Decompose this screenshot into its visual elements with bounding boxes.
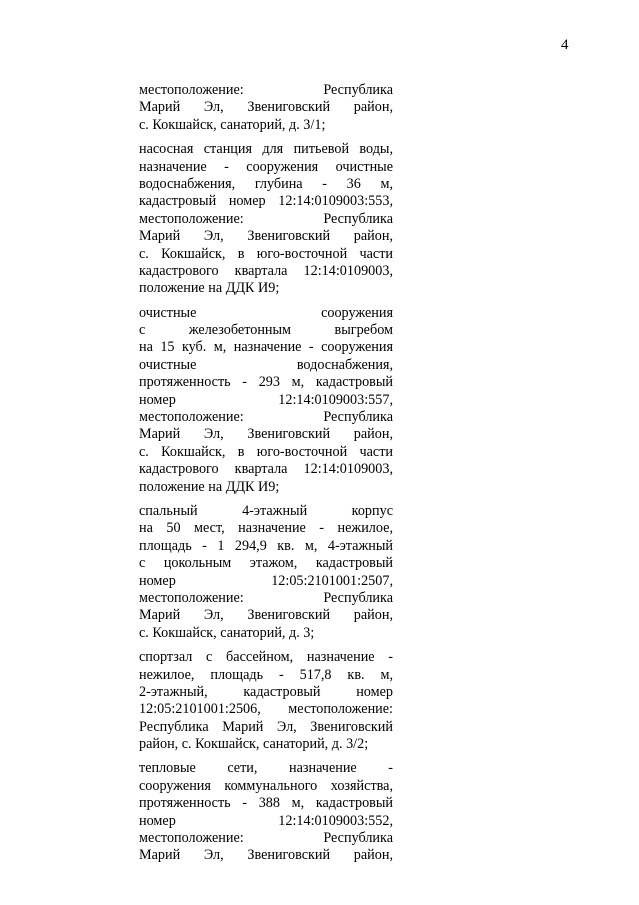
text-line: протяженность - 293 м, кадастровый [139,374,393,391]
text-line: с. Кокшайск, в юго-восточной части [139,245,393,262]
text-line: кадастрового квартала 12:14:0109003, [139,461,393,478]
entry-sanatorium-3-1 [139,82,393,134]
text-line: местоположение: Республика [139,210,393,227]
text-line: на 15 куб. м, назначение - сооружения [139,339,393,356]
text-line: с. Кокшайск, в юго-восточной части [139,443,393,460]
text-line: площадь - 1 294,9 кв. м, 4-этажный [139,537,393,554]
entry-heating-network [139,760,393,864]
text-line: Марий Эл, Звениговский район, [139,847,393,864]
text-line: Марий Эл, Звениговский район, [139,99,393,116]
text-line: Республика Марий Эл, Звениговский [139,718,393,735]
text-line: Марий Эл, Звениговский район, [139,426,393,443]
text-line: 2-этажный, кадастровый номер [139,683,393,700]
text-line: с. Кокшайск, санаторий, д. 3/1; [139,116,326,133]
text-line: Марий Эл, Звениговский район, [139,607,393,624]
page-number: 4 [561,37,569,53]
text-line: на 50 мест, назначение - нежилое, [139,520,393,537]
text-line: положение на ДДК И9; [139,478,280,495]
entry-treatment-facilities [139,305,393,496]
text-line: номер 12:14:0109003:557, [139,391,393,408]
text-line: положение на ДДК И9; [139,280,280,297]
document-body [139,82,393,872]
text-line: с цокольным этажом, кадастровый [139,555,393,572]
entry-sleeping-building [139,503,393,642]
text-line: район, с. Кокшайск, санаторий, д. 3/2; [139,736,369,753]
text-line: очистные водоснабжения, [139,356,393,373]
text-line: с железобетонным выгребом [139,322,393,339]
text-line: протяженность - 388 м, кадастровый [139,795,393,812]
text-line: тепловые сети, назначение - [139,760,393,777]
text-line: водоснабжения, глубина - 36 м, [139,175,393,192]
text-line: нежилое, площадь - 517,8 кв. м, [139,666,393,683]
text-line: сооружения коммунального хозяйства, [139,777,393,794]
text-line: номер 12:14:0109003:552, [139,812,393,829]
text-line: местоположение: Республика [139,830,393,847]
entry-pump-station [139,141,393,298]
text-line: 12:05:2101001:2506, местоположение: [139,701,393,718]
text-line: насосная станция для питьевой воды, [139,141,393,158]
text-line: местоположение: Республика [139,589,393,606]
text-line: Марий Эл, Звениговский район, [139,228,393,245]
text-line: местоположение: Республика [139,82,393,98]
text-line: назначение - сооружения очистные [139,158,393,175]
text-line: спальный 4-этажный корпус [139,502,393,519]
text-line: кадастрового квартала 12:14:0109003, [139,262,393,279]
text-line: спортзал с бассейном, назначение - [139,649,393,666]
text-line: кадастровый номер 12:14:0109003:553, [139,193,393,210]
text-line: очистные сооружения [139,304,393,321]
text-line: с. Кокшайск, санаторий, д. 3; [139,624,315,641]
text-line: местоположение: Республика [139,409,393,426]
entry-sports-hall [139,649,393,753]
text-line: номер 12:05:2101001:2507, [139,572,393,589]
